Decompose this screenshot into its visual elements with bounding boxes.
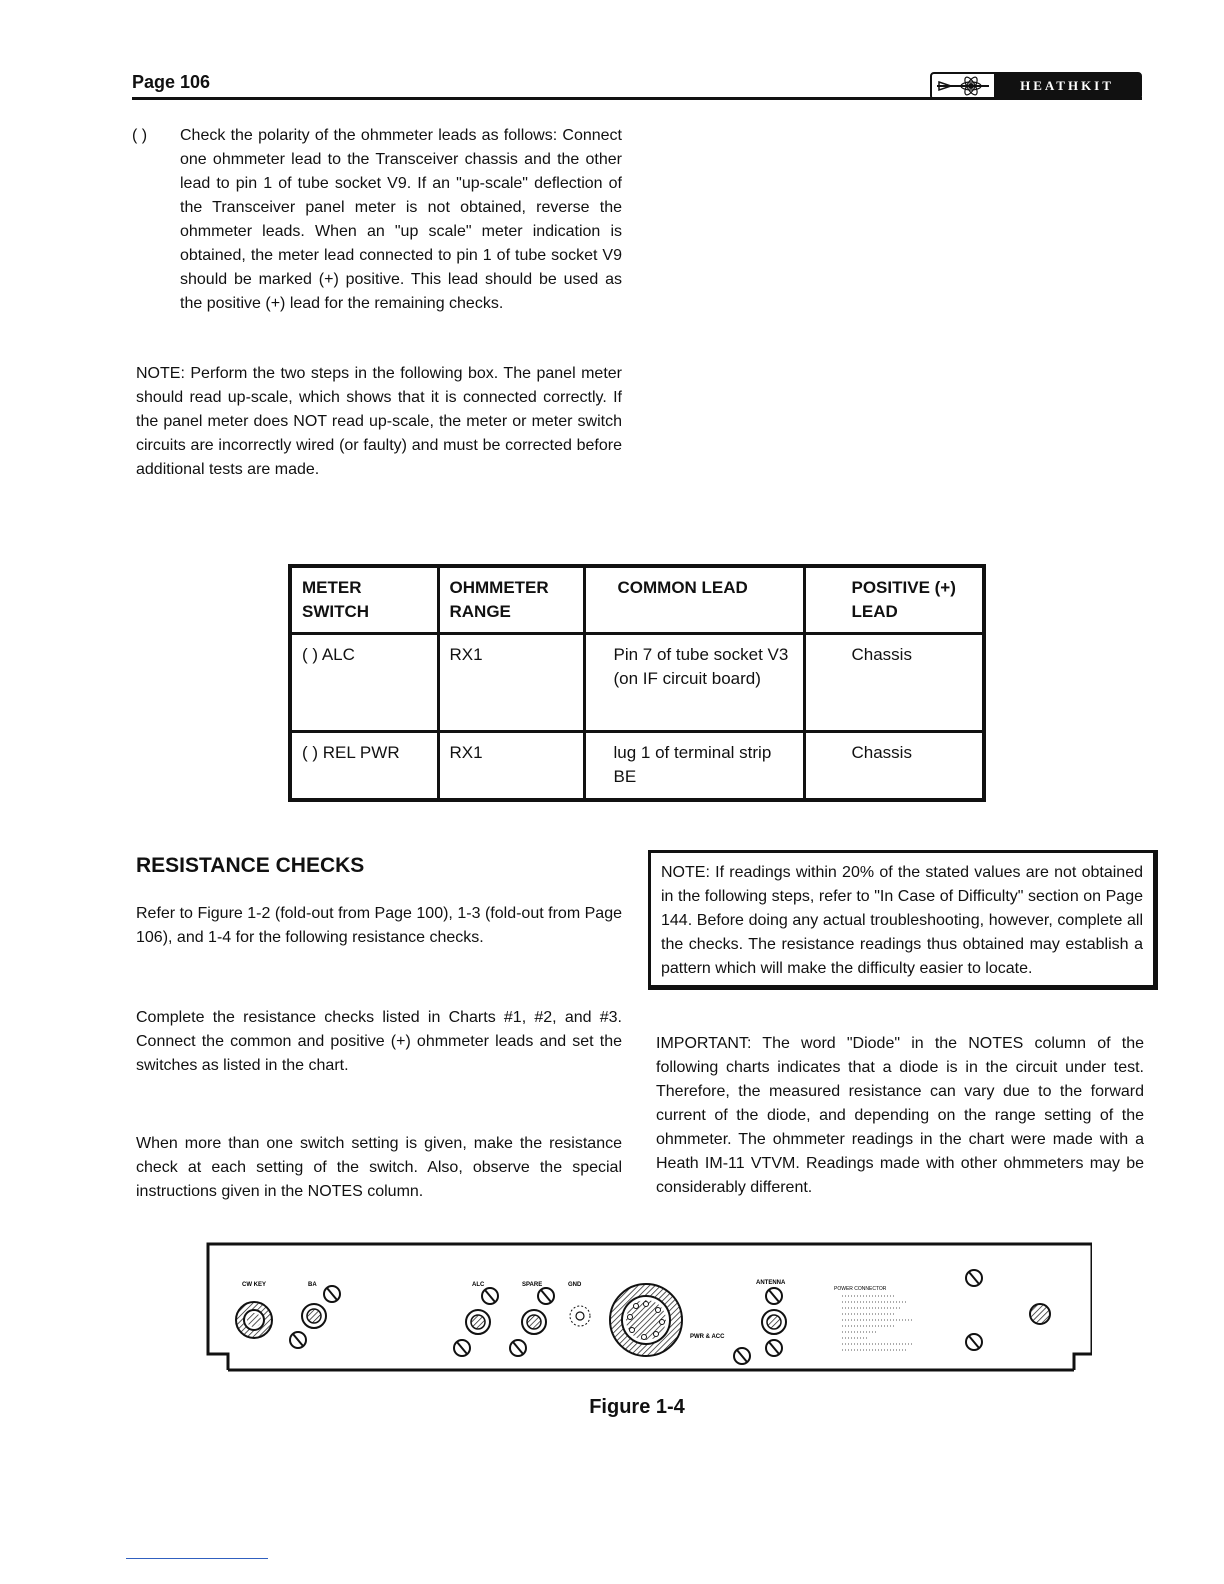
- meter-switch-table: [288, 564, 986, 802]
- header-rule: [132, 97, 1142, 100]
- heathkit-wordmark: HEATHKIT: [994, 74, 1140, 98]
- cw-key-label: CW KEY: [242, 1282, 266, 1288]
- screw-icon: [766, 1340, 782, 1356]
- readings-note-text: NOTE: If readings within 20% of the stated values are not obtained in the following steps, refer to "In Case of Difficulty" section on Page 144. Before doing any actual troubleshooting, however, complete all the checks. The resistance readings thus obtained may establish a pattern which will make the difficulty easier to locate.: [661, 864, 1143, 977]
- gnd-label: GND: [568, 1282, 582, 1288]
- step-text: Check the polarity of the ohmmeter leads as follows: Connect one ohmmeter lead to the Transceiver chassis and the other lead to pin 1 of tube socket V9. If an "up-scale" deflection of the Transceiver panel meter is not obtained, reverse the ohmmeter leads. When an "up scale" meter indication is obtained, the meter lead connected to pin 1 of tube socket V9 should be marked (+) positive. This lead should be used as the positive (+) lead for the remaining checks.: [180, 127, 622, 312]
- table-header-row: [290, 566, 984, 634]
- figure-caption: Figure 1-4: [589, 1396, 685, 1418]
- readings-note-box: [648, 850, 1158, 990]
- ba-label: BA: [308, 1282, 317, 1288]
- step-checkbox[interactable]: ( ): [132, 127, 148, 144]
- cw-key-jack: [236, 1302, 272, 1338]
- round-button-icon: [1030, 1304, 1050, 1324]
- complete-checks-paragraph: Complete the resistance checks listed in Charts #1, #2, and #3. Connect the common and positive (+) ohmmeter leads and set the switches as listed in the chart.: [136, 1009, 622, 1074]
- screw-icon: [538, 1288, 554, 1304]
- antenna-label: ANTENNA: [756, 1280, 786, 1286]
- screw-icon: [454, 1340, 470, 1356]
- alc-jack: [466, 1310, 490, 1334]
- gnd-terminal: [570, 1306, 590, 1326]
- power-connector-label: POWER CONNECTOR: [834, 1286, 887, 1292]
- row-positive: Chassis: [804, 732, 984, 800]
- heathkit-logo: [930, 72, 1142, 100]
- pwr-acc-socket: [610, 1284, 682, 1356]
- row-range: RX1: [438, 634, 584, 732]
- row-switch[interactable]: ( ) REL PWR: [290, 732, 438, 800]
- polarity-check-step: [132, 124, 622, 316]
- section-title: RESISTANCE CHECKS: [136, 854, 365, 877]
- footer-line: [126, 1558, 268, 1559]
- row-common: lug 1 of terminal strip BE: [584, 732, 804, 800]
- antenna-jack: [762, 1310, 786, 1334]
- rear-panel-figure: [206, 1242, 1092, 1378]
- row-common: Pin 7 of tube socket V3 (on IF circuit board): [584, 634, 804, 732]
- header-common-lead: COMMON LEAD: [584, 566, 804, 634]
- heathkit-emblem-icon: [932, 74, 994, 98]
- screw-icon: [510, 1340, 526, 1356]
- screw-icon: [482, 1288, 498, 1304]
- screw-icon: [734, 1348, 750, 1364]
- switch-setting-paragraph: When more than one switch setting is given, make the resistance check at each setting of the switch. Also, observe the special instructions given in the NOTES column.: [136, 1135, 622, 1200]
- alc-label: ALC: [472, 1282, 485, 1288]
- row-switch[interactable]: ( ) ALC: [290, 634, 438, 732]
- important-paragraph: IMPORTANT: The word "Diode" in the NOTES column of the following charts indicates that a diode is in the circuit under test. Therefore, the measured resistance can vary due to the forward current of the diode, and depending on the range setting of the ohmmeter. The ohmmeter readings in the chart were made with a Heath IM-11 VTVM. Readings made with other ohmmeters may be considerably different.: [656, 1035, 1144, 1196]
- table-row: [290, 634, 984, 732]
- screw-icon: [290, 1332, 306, 1348]
- screw-icon: [966, 1334, 982, 1350]
- header-meter-switch: METER SWITCH: [290, 566, 438, 634]
- screw-icon: [966, 1270, 982, 1286]
- row-positive: Chassis: [804, 634, 984, 732]
- screw-icon: [766, 1288, 782, 1304]
- page-number: Page 106: [132, 72, 211, 92]
- refer-figures-paragraph: Refer to Figure 1-2 (fold-out from Page 100), 1-3 (fold-out from Page 106), and 1-4 for the following resistance checks.: [136, 905, 622, 946]
- ba-jack: [302, 1304, 326, 1328]
- row-range: RX1: [438, 732, 584, 800]
- table-row: [290, 732, 984, 800]
- note-box-intro: NOTE: Perform the two steps in the following box. The panel meter should read up-scale, which shows that it is connected correctly. If the panel meter does NOT read up-scale, the meter or meter switch circuits are incorrectly wired (or faulty) and must be corrected before additional tests are made.: [136, 365, 622, 478]
- header-positive-lead: POSITIVE (+) LEAD: [804, 566, 984, 634]
- power-connector-legend: [834, 1286, 912, 1350]
- header-ohmmeter-range: OHMMETER RANGE: [438, 566, 584, 634]
- spare-jack: [522, 1310, 546, 1334]
- screw-icon: [324, 1286, 340, 1302]
- pwr-acc-label: PWR & ACC: [690, 1334, 725, 1340]
- spare-label: SPARE: [522, 1282, 543, 1288]
